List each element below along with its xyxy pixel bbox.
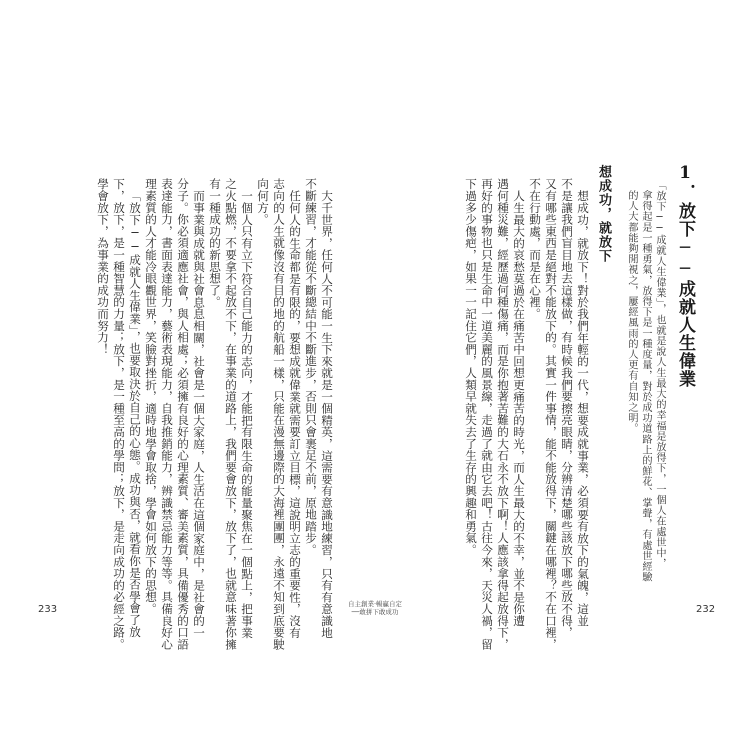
body-line: 任何人的生命都是有限的，要想成就偉業就需要訂立目標，這說明立志的重要性，沒有 <box>288 190 302 639</box>
body-line: 之火點燃，不要拿不起放不下，在事業的道路上，我們要會放下，放下了，也就意味著你擁 <box>224 178 238 650</box>
body-line: 不是讓我們盲目地去這樣做，有時候我們要擦亮眼睛，分辨清楚哪些該放下哪些放不得， <box>560 178 574 639</box>
body-line: 「放下──成就人生偉業」，也要取決於自己的心態。成功與否，就看你是否學會了放 <box>128 190 142 638</box>
page-number-left: 233 <box>38 604 58 615</box>
body-line: 分子。你必須適應社會，與人相處；必須擁有良好的心理素質、審美素質，具備優秀的口語 <box>176 178 190 650</box>
body-line: 表達能力，書面表達能力，藝術表現能力，自我推銷能力，辨識禁忌能力等等。具備良好心 <box>160 178 174 650</box>
body-line: 下過多少傷疤，如果一一記住它們，人類早就失去了生存的興趣和勇氣。 <box>464 178 478 556</box>
chapter-intro-line: 「放下──成就人生偉業」，也就是說人生最大的幸福是放得下，一個人在處世中， <box>654 180 665 569</box>
body-line: 理素質的人才能冷眼觀世界，笑臉對挫折，適時地學會取捨，學會如何放下的思想。 <box>144 178 158 615</box>
body-line: 又有哪些東西是絕對不能放下的。其實一件事情，能不能放得下，關鍵在哪裡？不在口裡， <box>544 178 558 650</box>
footer-subtitle: ──敢拼下敢成功 <box>351 608 399 616</box>
body-line: 一個人只有立下符合自己能力的志向，才能把有限生命的能量聚焦在一個點上，把事業 <box>240 190 254 639</box>
body-line: 而事業與成就與社會息息相關，社會是一個大家庭，人生活在這個家庭中，是社會的一 <box>192 190 206 639</box>
body-line: 不斷練習，才能從不斷總結中不斷進步，否則只會裹足不前，原地踏步。 <box>304 178 318 556</box>
body-line: 再好的事物也只是生命中一道美麗的風景線，走過了就由它去吧！古往今來，天災人禍，留 <box>480 178 494 650</box>
chapter-intro-line: 的人大都能夠閒視之，屢經風雨的人更有自知之明。 <box>626 190 637 434</box>
body-line: 大千世界，任何人不可能一生下來就是一個精英，這需要有意識地練習，只有有意識地 <box>320 190 334 639</box>
body-line: 志向的人生就像沒有目的地的航船一樣，只能在漫無邊際的大海裡團團，永遠不知到底要駛 <box>272 178 286 650</box>
body-line: 有一種成功的新思想了。 <box>208 178 222 308</box>
chapter-title: 1．放下──成就人生偉業 <box>675 163 695 388</box>
page-number-right: 232 <box>696 604 716 615</box>
body-line: 向何方。 <box>256 178 270 226</box>
body-line: 不在行動處，而是在心裡。 <box>528 178 542 320</box>
footer-title: 自主創業‧暢贏自定 <box>347 600 403 608</box>
running-footer <box>325 600 425 616</box>
body-line: 人生最大的哀愁莫過於在痛苦中回想更痛苦的時光，而人生最大的不幸，並不是你遭 <box>512 190 526 627</box>
section-title: 想成功，就放下 <box>596 165 611 263</box>
body-line: 下，放下，是一種智慧的力量；放下，是一種至高的學問；放下，是走向成功的必經之路。 <box>112 178 126 650</box>
body-line: 學會放下，為事業的成功而努力！ <box>96 178 110 355</box>
chapter-intro-line: 拿得起是一種勇氣，放得下是一種度量，對於成功道路上的鮮花、掌聲，有處世經驗 <box>640 190 651 583</box>
body-line: 想成功，就放下！對於我們年輕的一代，想要成就事業，必須要有放下的氣魄，這並 <box>576 190 590 627</box>
body-line: 遇何種災難，經歷過何種傷痛，而是你抱著苦難的大石永不放下啊！人應該拿得起放得下， <box>496 178 510 650</box>
